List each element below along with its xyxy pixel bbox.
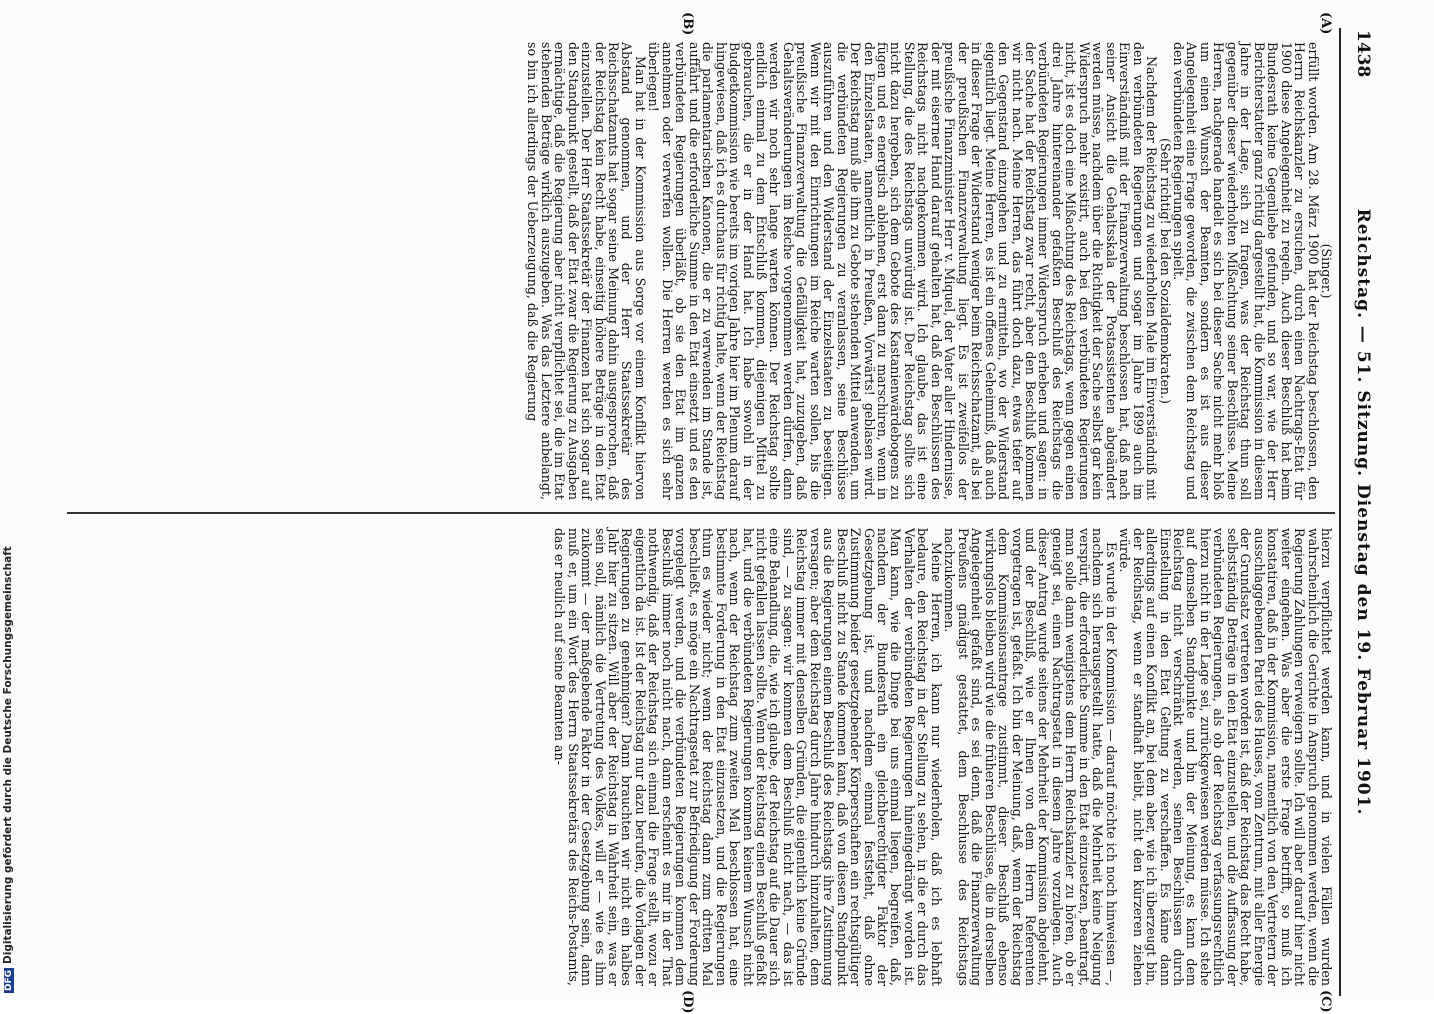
margin-marker-a: (A)	[1318, 12, 1333, 35]
right-column	[73, 528, 1333, 986]
page-number: 1438	[1353, 30, 1373, 78]
column-divider	[67, 512, 1335, 514]
paragraph: Meine Herren, ich kann nur wiederholen, daß ich es lebhaft bedaure, den Reichstag in der Stellung zu sehen, in die er durch das Verhalten der verbündeten Regierungen hineingedrängt worden ist. Man kann, wie die Dinge bei uns einmal liegen, begreifen, daß, nachdem der Bundesrath ein gleichberechtigter Faktor der Gesetzgebung ist, und nachdem einmal feststeht, daß ohne Zustimmung beider gesetzgebender Körperschaften ein rechtsgültiger Beschluß nicht zu Stande kommen kann, daß von diesem Standpunkt aus die Regierungen einem Beschluß des Reichstags ihre Zustimmung versagen; aber dem Reichstag durch Jahre hindurch hinzuhalten, dem Reichstag immer mit denselben Gründen, die eigentlich keine Gründe sind, — zu sagen: wir kommen dem Beschluß nicht nach, — das ist eine Behandlung, die, wie ich glaube, der Reichstag auf die Dauer sich nicht gefallen lassen sollte. Wenn der Reichstag einen Beschluß gefaßt hat, und die verbündeten Regierungen kommen keinem Wunsch nicht nach, wenn der Reichstag zum zweiten Mal beschlossen hat, eine bestimmte Forderung in den Etat einzusetzen, und die Regierungen thun es wieder nicht; wenn der Reichstag dann zum dritten Mal beschließt, es möge ein Nachtragsetat zur Befriedigung der Forderung vorgelegt werden, und die verbündeten Regierungen kommen dem Beschluß immer noch nicht nach, dann erscheint es mir in der That nothwendig, daß der Reichstag sich einmal die Frage stellt, wozu er eigentlich da ist. Ist der Reichstag nur dazu berufen, die Vorlagen der Regierungen zu genehmigen? Dann brauchten wir nicht ein halbes Jahr hier zu sitzen. Will aber der Reichstag in Wahrheit sein, was er sein soll, nämlich die Vertretung des Volkes, will er — wie es ihm zukommt — der maßgebende Faktor in der Gesetzgebung sein, dann muß er, um ein Wort des Herrn Staatssekretärs des Reichs-Postamts, das er neulich auf seine Beamten an-	[552, 528, 944, 986]
rotated-document	[67, 12, 1377, 1014]
page-header	[1349, 28, 1377, 996]
paragraph: Es wurde in der Kommission — darauf möchte ich noch hinweisen —, nachdem sich herausgestellt hatte, daß die Mehrheit keine Neigung verspürt, die erforderliche Summe in den Etat einzusetzen, beantragt, man solle dann wenigstens dem Herrn Reichskanzler zu hören, ob er geneigt sei, einen Nachtragsetat in diesem Jahre vorzulegen. Auch dieser Antrag wurde seitens der Mehrheit der Kommission abgelehnt, und der Beschluß, wie er Ihnen von dem Herrn Referenten vorgetragen ist, gefaßt. Ich bin der Meinung, daß, wenn der Reichstag dem Kommissionsantrage zustimmt, dieser Beschluß ebenso wirkungslos bleiben wird wie die früheren Beschlüsse, die in derselben Angelegenheit gefaßt sind, es sei denn, daß die Finanzverwaltung Preußens gnädigst gestattet, dem Beschlusse des Reichstags nachzukommen.	[942, 528, 1119, 986]
paragraph: erfüllt worden. Am 28. März 1900 hat der Reichstag beschlossen, den Herrn Reichskanzler zu ersuchen, durch einen Nachtrags-Etat für 1900 diese Angelegenheit zu regeln. Auch dieser Beschluß hat beim Bundesrath keine Gegenliebe gefunden, und so war, wie der Herr Berichterstatter ganz richtig dargestellt hat, die Kommission in diesem Jahre in der Lage, sich zu fragen, was der Reichstag thun soll gegenüber dieser wiederholten Mißachtung seiner Beschlüsse. Meine Herren, nachgerade handelt es sich bei dieser Sache nicht mehr bloß um einen Wunsch der Beamten, sondern es ist aus dieser Angelegenheit eine Frage geworden, die zwischen dem Reichstag und den verbündeten Regierungen spielt.	[1171, 42, 1321, 500]
left-column	[73, 42, 1333, 500]
interjection: (Sehr richtig! bei den Sozialdemokraten.)	[1157, 138, 1173, 404]
speaker-name: (Singer.)	[1319, 243, 1334, 299]
paragraph: Man hat in der Kommission aus Sorge vor einem Konflikt hiervon Abstand genommen, und der Herr Staatssekretär des Reichsschatzamts hat sogar seine Meinung dahin ausgesprochen, daß der Reichstag kein Recht habe, einseitig höhere Beträge in den Etat einzustellen. Der Herr Staatssekretär der Finanzen hat sich sogar auf den Standpunkt gestellt, daß der Etat zwar die Regierung zu Ausgaben ermächtige, daß die Regierung aber nicht verpflichtet sei, die im Etat stehenden Beträge wirklich auszugeben. Was das Letztere anbelangt, so bin ich allerdings der Ueberzeugung, daß die Regierung	[525, 42, 648, 500]
funding-text: Digitalisierung gefördert durch die Deutsche Forschungsgemeinschaft	[2, 546, 14, 964]
page-title: Reichstag. — 51. Sitzung. Dienstag den 19. Februar 1901.	[1353, 208, 1373, 816]
margin-marker-d: (D)	[680, 990, 695, 1014]
margin-marker-b: (B)	[680, 12, 695, 36]
paragraph: Nachdem der Reichstag zu wiederholten Male im Einverständniß mit den verbündeten Regierungen und sogar im Jahre 1899 auch im Einverständniß mit der Finanzverwaltung beschlossen hat, daß nach seiner Ansicht die Gehaltsskala der Postassistenten abgeändert werden müsse, nachdem über die Richtigkeit der Sache selbst gar kein Widerspruch mehr existirt, auch bei den verbündeten Regierungen nicht, ist es doch eine Mißachtung des Reichstags, wenn gegen einen drei Jahre hintereinander gefaßten Beschluß des Reichstags die verbündeten Regierungen immer Widerspruch erheben und sagen: in der Sache hat der Reichstag zwar recht, aber den Beschluß kommen wir nicht nach. Meine Herren, das führt doch dazu, etwas tiefer auf den Gegenstand einzugehen und zu ermitteln, wo der Widerstand eigentlich liegt. Meine Herren, es ist ein offenes Geheimniß, daß auch in dieser Frage der Widerstand weniger beim Reichsschatzamt, als bei der preußischen Finanzverwaltung liegt. Es ist zweifellos der preußische Finanzminister Herr v. Miquel, der Vater aller Hindernisse, der mit eiserner Hand darauf gehalten hat, daß den Beschlüssen des Reichstags nicht nachgekommen wird. Ich glaube, das ist eine Stellung, die des Reichstags unwürdig ist. Der Reichstag sollte sich nicht dazu hergeben, sich dem Gebote des Kastanienwärdebogens zu fügen und es energisch ablehnen, erst dann zu marschiren, wenn in den Einzelstaaten, namentlich in Preußen, Vorwärts! geblasen wird. Der Reichstag muß alle ihm zu Gebote stehenden Mittel anwenden, um die verbündeten Regierungen zu veranlassen, seine Beschlüsse auszuführen und den Widerstand der Einzelstaaten zu beseitigen. Wenn wir mit den Einrichtungen im Reiche warten sollen, bis die preußische Finanzverwaltung die Gefälligkeit hat, zuzugeben, daß Gehaltsveränderungen im Reiche vorgenommen werden dürfen, dann werden wir noch sehr lange warten können. Der Reichstag sollte endlich einmal zu dem Entschluß kommen, diejenigen Mittel zu gebrauchen, die er in der Hand hat. Ich habe sowohl in der Budgetkommission wie bereits im vorigen Jahre hier im Plenum darauf hingewiesen, daß ich es durchaus für richtig halte, wenn der Reichstag die parlamentarischen Kanonen, die er zu verwenden im Stande ist, auffährt und die erforderliche Summe in den Etat einsetzt und es den verbündeten Regierungen überläßt, ob sie den Etat im ganzen annehmen oder verwerfen wollen. Die Herren werden es sich sehr überlegen!	[646, 42, 1160, 500]
header-rule	[1339, 28, 1341, 996]
paragraph: hierzu verpflichtet werden kann, und in vielen Fällen wurden wahrscheinlich die Gerichte in Anspruch genommen werden, wenn die Regierung Zahlungen verweigern sollte. Ich will aber darauf hier nicht weiter eingehen. Was aber die erste Frage betrifft, so muß ich konstatiren, daß in der Kommission, namentlich von den Vertretern der ausschlaggebenden Partei des Hauses, vom Zentrum, mit aller Energie der Grundsatz vertreten worden ist, daß der Reichstag das Recht habe, selbstständig Beträge in den Etat einzustellen, und die Auffassung der verbündeten Regierungen, als ob der Reichstag verfassungsrechtlich hierzu nicht in der Lage sei, zurückgewiesen werden müsse. Ich stehe auf demselben Standpunkte und bin der Meinung, es kann dem Reichstag nicht verschränkt werden, seinen Beschlüssen durch Einstellung in den Etat Geltung zu verschaffen. Es käme dann allerdings auf einen Konflikt an, bei dem aber, wie ich überzeugt bin, der Reichstag, wenn er standhaft bleibt, nicht den kürzeren ziehen würde.	[1117, 528, 1334, 986]
margin-marker-c: (C)	[1318, 990, 1333, 1013]
dfg-logo: DFG	[4, 969, 14, 991]
funding-note	[2, 3, 16, 993]
